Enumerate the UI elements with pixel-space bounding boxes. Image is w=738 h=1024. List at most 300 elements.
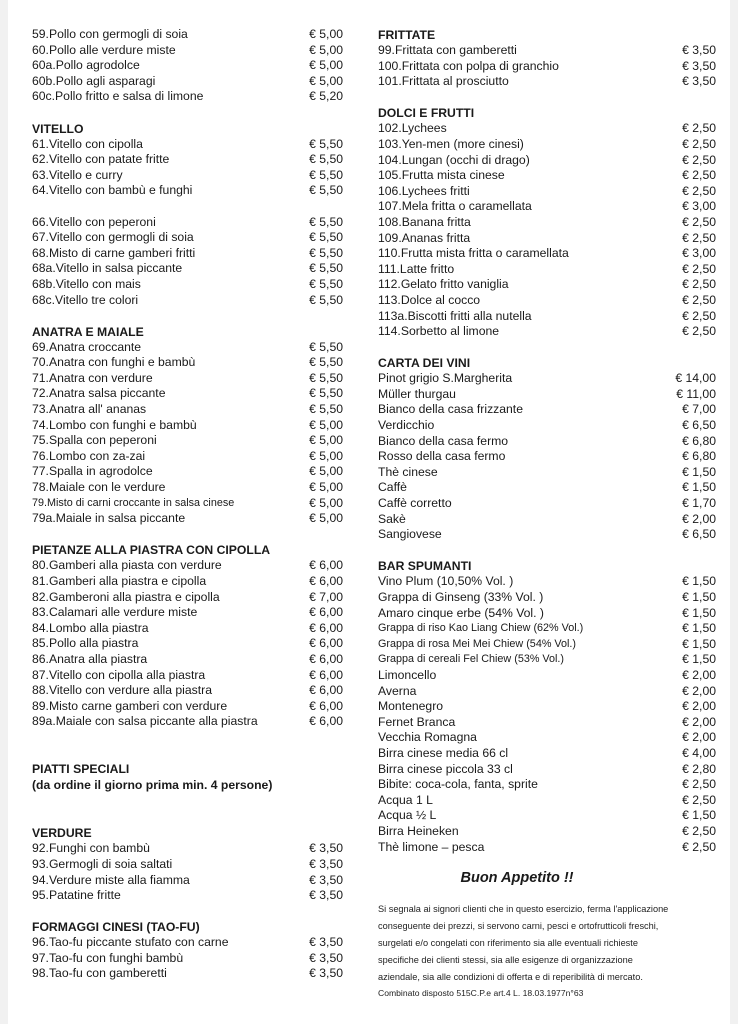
menu-item-name: 93.Germogli di soia saltati	[32, 856, 173, 871]
menu-item-name: 109.Ananas fritta	[378, 230, 471, 245]
menu-item-price: € 3,50	[309, 950, 343, 965]
menu-item-name: 108.Banana fritta	[378, 214, 471, 229]
menu-item-price: € 3,50	[682, 74, 716, 89]
menu-item-name: 60.Pollo alle verdure miste	[32, 42, 176, 57]
menu-item	[32, 464, 343, 480]
menu-item	[32, 277, 343, 293]
menu-item-price: € 6,50	[682, 527, 716, 542]
menu-item	[378, 496, 716, 512]
menu-item-price: € 5,50	[309, 230, 343, 245]
menu-item-name: 101.Frittata al prosciutto	[378, 74, 509, 89]
menu-item	[378, 465, 716, 481]
menu-item	[32, 293, 343, 309]
menu-item-name: 79.Misto di carni croccante in salsa cinese	[32, 496, 235, 509]
menu-item-name: 70.Anatra con funghi e bambù	[32, 355, 196, 370]
menu-item	[378, 199, 716, 215]
menu-item-name: 102.Lychees	[378, 121, 447, 136]
menu-item-name: 105.Frutta mista cinese	[378, 168, 505, 183]
menu-item-name: Birra cinese media 66 cl	[378, 745, 509, 760]
menu-item	[32, 230, 343, 246]
spacer	[378, 90, 716, 106]
menu-item-price: € 2,50	[682, 261, 716, 276]
menu-item	[378, 668, 716, 684]
menu-item-price: € 3,50	[309, 966, 343, 981]
menu-item	[378, 246, 716, 262]
menu-item-name: Limoncello	[378, 667, 437, 682]
menu-item	[378, 277, 716, 293]
menu-item-price: € 2,50	[682, 839, 716, 854]
menu-item-name: Pinot grigio S.Margherita	[378, 371, 513, 386]
menu-item-name: 106.Lychees fritti	[378, 183, 470, 198]
menu-item-price: € 6,00	[309, 558, 343, 573]
menu-item-name: 89.Misto carne gamberi con verdure	[32, 698, 228, 713]
menu-item-name: Amaro cinque erbe (54% Vol. )	[378, 605, 544, 620]
menu-item	[378, 387, 716, 403]
menu-item-name: 81.Gamberi alla piastra e cipolla	[32, 574, 207, 588]
menu-item-name: 88.Vitello con verdure alla piastra	[32, 683, 212, 698]
section-heading: PIATTI SPECIALI	[32, 762, 130, 777]
menu-item-name: 67.Vitello con germogli di soia	[32, 230, 194, 245]
menu-item-price: € 7,00	[682, 402, 716, 417]
menu-item	[378, 699, 716, 715]
menu-section-pollo	[32, 27, 343, 105]
menu-item-price: € 5,50	[309, 370, 343, 385]
menu-item-price: € 5,00	[309, 464, 343, 479]
menu-item	[32, 636, 343, 652]
notice-line: Si segnala ai signori clienti che in questo esercizio, ferma l'applicazione	[378, 904, 669, 915]
menu-item-name: 68.Misto di carne gamberi fritti	[32, 245, 196, 260]
notice-line: specifiche dei clienti stessi, sia alle esigenze di organizzazione	[378, 955, 633, 966]
menu-item-name: 78.Maiale con le verdure	[32, 480, 166, 495]
menu-item-name: 113a.Biscotti fritti alla nutella	[378, 308, 532, 323]
menu-item-name: 100.Frittata con polpa di granchio	[378, 58, 559, 73]
menu-item-name: 83.Calamari alle verdure miste	[32, 605, 198, 620]
menu-item-name: Averna	[378, 683, 417, 698]
menu-section-speciali	[32, 761, 343, 794]
menu-item	[378, 840, 716, 856]
menu-item-price: € 2,80	[682, 761, 716, 776]
menu-left-column	[32, 27, 343, 982]
menu-item	[32, 841, 343, 857]
menu-item	[378, 777, 716, 793]
menu-item	[378, 434, 716, 450]
menu-item	[378, 168, 716, 184]
menu-item	[378, 574, 716, 590]
menu-item-name: Thè cinese	[378, 464, 438, 479]
menu-item	[378, 59, 716, 75]
menu-item-price: € 5,50	[309, 386, 343, 401]
menu-item-price: € 2,50	[682, 324, 716, 339]
menu-item-price: € 1,50	[682, 574, 716, 589]
menu-item-price: € 5,20	[309, 89, 343, 104]
menu-item	[32, 888, 343, 904]
menu-item-name: Bianco della casa frizzante	[378, 402, 523, 417]
menu-item-name: Caffè	[378, 480, 407, 495]
section-heading: PIETANZE ALLA PIASTRA CON CIPOLLA	[32, 543, 271, 558]
menu-item	[32, 652, 343, 668]
buon-appetito-title: Buon Appetito !!	[460, 870, 574, 887]
menu-item	[378, 606, 716, 622]
menu-item-name: Montenegro	[378, 699, 444, 714]
menu-item	[32, 621, 343, 637]
menu-item-price: € 3,00	[682, 246, 716, 261]
section-subheading: (da ordine il giorno prima min. 4 persone)	[32, 778, 273, 793]
menu-item-name: 68c.Vitello tre colori	[32, 292, 139, 307]
menu-item-name: Birra cinese piccola 33 cl	[378, 761, 513, 776]
menu-item-price: € 6,00	[309, 667, 343, 682]
menu-item-name: Acqua ½ L	[378, 808, 437, 823]
legal-notice	[378, 901, 716, 986]
menu-item-price: € 4,00	[682, 745, 716, 760]
menu-item-name: 104.Lungan (occhi di drago)	[378, 152, 530, 167]
menu-item	[32, 511, 343, 527]
menu-item	[32, 966, 343, 982]
menu-item-name: Caffè corretto	[378, 496, 452, 511]
menu-item-name: 72.Anatra salsa piccante	[32, 386, 166, 401]
menu-item-name: Vino Plum (10,50% Vol. )	[378, 574, 514, 589]
menu-item	[32, 340, 343, 356]
spacer	[32, 904, 343, 920]
section-heading: DOLCI E FRUTTI	[378, 106, 475, 121]
notice-line: aziendale, sia alle condizioni di offerta e di reperibilità di mercato.	[378, 972, 643, 983]
menu-item-price: € 6,50	[682, 418, 716, 433]
spacer	[32, 730, 343, 746]
menu-item	[378, 231, 716, 247]
menu-item-price: € 5,00	[309, 73, 343, 88]
menu-item-price: € 5,50	[309, 339, 343, 354]
menu-item-price: € 2,50	[682, 277, 716, 292]
section-heading: CARTA DEI VINI	[378, 356, 471, 371]
menu-item	[378, 371, 716, 387]
menu-item	[378, 215, 716, 231]
menu-item-name: Grappa di cereali Fel Chiew (53% Vol.)	[378, 653, 565, 666]
menu-item-name: 68a.Vitello in salsa piccante	[32, 261, 183, 276]
menu-item	[32, 43, 343, 59]
menu-item-price: € 2,00	[682, 714, 716, 729]
menu-item	[32, 935, 343, 951]
menu-item	[32, 152, 343, 168]
menu-item	[378, 684, 716, 700]
menu-item-price: € 3,50	[682, 58, 716, 73]
menu-item-price: € 5,50	[309, 136, 343, 151]
menu-item-name: 85.Pollo alla piastra	[32, 636, 139, 651]
menu-item-name: Bibite: coca-cola, fanta, sprite	[378, 777, 538, 792]
spacer	[378, 543, 716, 559]
menu-item	[32, 857, 343, 873]
section-heading: BAR SPUMANTI	[378, 559, 472, 574]
menu-item-name: 94.Verdure miste alla fiamma	[32, 872, 190, 887]
menu-item-name: 75.Spalla con peperoni	[32, 433, 157, 448]
menu-item-name: Vecchia Romagna	[378, 730, 477, 745]
menu-item-price: € 5,00	[309, 417, 343, 432]
menu-item-price: € 6,00	[309, 651, 343, 666]
menu-item-price: € 6,00	[309, 714, 343, 729]
menu-item-price: € 5,50	[309, 261, 343, 276]
menu-item	[32, 574, 343, 590]
menu-item-price: € 1,50	[682, 621, 716, 636]
menu-item	[378, 324, 716, 340]
menu-item-name: 111.Latte fritto	[378, 261, 455, 276]
menu-item	[32, 558, 343, 574]
menu-item	[32, 246, 343, 262]
menu-item-price: € 5,50	[309, 292, 343, 307]
menu-item-price: € 6,00	[309, 574, 343, 588]
menu-item-name: 84.Lombo alla piastra	[32, 620, 149, 635]
menu-item-price: € 3,50	[309, 872, 343, 887]
menu-item-price: € 5,50	[309, 167, 343, 182]
section-heading: VITELLO	[32, 121, 84, 136]
menu-item-price: € 1,50	[682, 636, 716, 651]
menu-item-price: € 2,50	[682, 152, 716, 167]
menu-item-price: € 7,00	[309, 589, 343, 604]
section-heading: ANATRA E MAIALE	[32, 324, 144, 339]
menu-item	[378, 762, 716, 778]
spacer	[32, 308, 343, 324]
menu-item-price: € 2,50	[682, 168, 716, 183]
menu-item-name: 69.Anatra croccante	[32, 339, 142, 354]
spacer	[32, 810, 343, 826]
menu-item	[378, 402, 716, 418]
menu-item-price: € 3,50	[309, 935, 343, 950]
menu-item-price: € 2,50	[682, 230, 716, 245]
menu-item	[378, 746, 716, 762]
menu-item	[378, 715, 716, 731]
menu-section-anatra	[32, 324, 343, 527]
menu-item-price: € 1,50	[682, 605, 716, 620]
menu-item	[32, 951, 343, 967]
menu-item	[32, 873, 343, 889]
menu-item	[378, 43, 716, 59]
menu-item	[378, 74, 716, 90]
menu-item-price: € 2,50	[682, 308, 716, 323]
menu-item-price: € 5,00	[309, 511, 343, 526]
menu-item	[378, 527, 716, 543]
menu-item-price: € 3,50	[309, 841, 343, 856]
menu-item-price: € 14,00	[675, 371, 716, 386]
spacer	[32, 199, 343, 215]
menu-item-price: € 2,00	[682, 511, 716, 526]
menu-item-name: Bianco della casa fermo	[378, 433, 509, 448]
menu-item-price: € 2,50	[682, 121, 716, 136]
menu-item	[378, 153, 716, 169]
menu-item	[32, 496, 343, 512]
menu-item-price: € 5,50	[309, 355, 343, 370]
menu-item	[32, 58, 343, 74]
menu-item	[32, 168, 343, 184]
menu-section-frittate	[378, 27, 716, 90]
menu-item	[378, 293, 716, 309]
menu-item	[32, 386, 343, 402]
menu-item	[378, 184, 716, 200]
menu-item-price: € 5,50	[309, 276, 343, 291]
menu-item-name: 89a.Maiale con salsa piccante alla piastra	[32, 714, 258, 729]
menu-item	[378, 621, 716, 637]
menu-item	[32, 183, 343, 199]
menu-item-name: Sakè	[378, 511, 406, 526]
menu-item-price: € 6,80	[682, 449, 716, 464]
menu-item-name: 63.Vitello e curry	[32, 167, 123, 182]
menu-item-price: € 5,50	[309, 152, 343, 167]
menu-right-column	[378, 27, 716, 1000]
legal-reference: Combinato disposto 515C.P.e art.4 L. 18.03.1977n°63	[378, 988, 584, 999]
menu-item-name: 68b.Vitello con mais	[32, 276, 141, 291]
menu-item-name: Thè limone – pesca	[378, 839, 485, 854]
menu-item-price: € 5,00	[309, 448, 343, 463]
menu-item-price: € 2,00	[682, 699, 716, 714]
menu-section-verdure	[32, 825, 343, 903]
menu-item-name: 60a.Pollo agrodolce	[32, 58, 140, 73]
menu-item-price: € 2,50	[682, 823, 716, 838]
menu-item-price: € 6,00	[309, 636, 343, 651]
menu-item-name: 80.Gamberi alla piasta con verdure	[32, 558, 222, 573]
menu-item-name: Grappa di riso Kao Liang Chiew (62% Vol.)	[378, 622, 584, 635]
menu-section-taofu	[32, 919, 343, 982]
menu-item-price: € 3,50	[682, 43, 716, 57]
menu-item-price: € 3,50	[309, 856, 343, 871]
menu-item	[32, 449, 343, 465]
right-sections	[378, 27, 716, 855]
menu-item-price: € 1,50	[682, 808, 716, 823]
menu-item-price: € 1,50	[682, 480, 716, 495]
spacer	[32, 105, 343, 121]
menu-item-name: 60c.Pollo fritto e salsa di limone	[32, 89, 204, 104]
menu-item-name: Verdicchio	[378, 418, 435, 433]
menu-item-name: Sangiovese	[378, 527, 442, 542]
menu-item	[32, 89, 343, 105]
menu-item-price: € 1,50	[682, 464, 716, 479]
menu-item-name: 87.Vitello con cipolla alla piastra	[32, 667, 206, 682]
menu-item-name: 96.Tao-fu piccante stufato con carne	[32, 935, 229, 950]
menu-item	[32, 418, 343, 434]
spacer	[378, 340, 716, 356]
menu-item	[378, 637, 716, 653]
menu-item	[32, 714, 343, 730]
menu-item-name: 92.Funghi con bambù	[32, 841, 150, 856]
menu-item-price: € 6,00	[309, 698, 343, 713]
menu-item-name: Birra Heineken	[378, 823, 459, 838]
menu-item	[32, 683, 343, 699]
menu-item	[378, 512, 716, 528]
menu-item-name: Fernet Branca	[378, 714, 456, 729]
menu-item-name: 95.Patatine fritte	[32, 888, 121, 903]
menu-item-price: € 3,50	[309, 888, 343, 903]
menu-item-price: € 5,50	[309, 245, 343, 260]
menu-item-name: 64.Vitello con bambù e funghi	[32, 183, 193, 198]
menu-item-price: € 2,50	[682, 136, 716, 151]
page-edge-right	[730, 0, 738, 1024]
menu-item	[378, 652, 716, 668]
menu-item-price: € 5,50	[309, 183, 343, 198]
menu-item-price: € 2,50	[682, 792, 716, 807]
menu-item-price: € 11,00	[676, 386, 716, 401]
menu-item-name: 74.Lombo con funghi e bambù	[32, 417, 197, 432]
menu-item-price: € 2,50	[682, 777, 716, 792]
menu-item	[378, 449, 716, 465]
menu-item-price: € 5,00	[309, 27, 343, 41]
menu-section-piastra	[32, 542, 343, 730]
menu-item	[32, 261, 343, 277]
menu-item-name: Müller thurgau	[378, 386, 456, 401]
menu-item-name: 113.Dolce al cocco	[378, 292, 481, 307]
menu-item	[32, 433, 343, 449]
menu-item-price: € 2,50	[682, 183, 716, 198]
spacer	[32, 794, 343, 810]
menu-item-price: € 2,50	[682, 292, 716, 307]
spacer	[32, 746, 343, 762]
section-heading: VERDURE	[32, 826, 92, 841]
menu-item-price: € 1,50	[682, 590, 716, 604]
menu-item-price: € 5,00	[309, 42, 343, 57]
menu-item	[378, 309, 716, 325]
menu-item-name: 79a.Maiale in salsa piccante	[32, 511, 186, 526]
menu-section-vitello	[32, 121, 343, 309]
menu-item-price: € 5,00	[309, 480, 343, 495]
menu-item	[378, 824, 716, 840]
menu-item-price: € 6,80	[682, 433, 716, 448]
menu-item-name: 73.Anatra all' ananas	[32, 402, 147, 417]
menu-item	[32, 668, 343, 684]
menu-item-name: 114.Sorbetto al limone	[378, 324, 500, 339]
spacer	[32, 527, 343, 543]
menu-item-price: € 5,00	[309, 58, 343, 73]
menu-item-name: 99.Frittata con gamberetti	[378, 43, 517, 57]
menu-item	[378, 418, 716, 434]
menu-item-name: Rosso della casa fermo	[378, 449, 506, 464]
menu-item-price: € 3,00	[682, 199, 716, 214]
page-edge-left	[0, 0, 8, 1024]
menu-item	[32, 699, 343, 715]
menu-item-price: € 2,00	[682, 683, 716, 698]
menu-item-price: € 5,00	[309, 495, 343, 510]
menu-item-name: 103.Yen-men (more cinesi)	[378, 136, 524, 151]
menu-item-name: 66.Vitello con peperoni	[32, 214, 156, 229]
menu-item-name: Grappa di Ginseng (33% Vol. )	[378, 590, 544, 604]
menu-item	[378, 121, 716, 137]
menu-item-price: € 1,70	[682, 496, 716, 511]
menu-item	[378, 590, 716, 606]
menu-item	[32, 371, 343, 387]
menu-item-price: € 5,00	[309, 433, 343, 448]
section-heading: FORMAGGI CINESI (TAO-FU)	[32, 920, 200, 935]
menu-item-name: 71.Anatra con verdure	[32, 370, 153, 385]
menu-item-price: € 1,50	[682, 652, 716, 667]
notice-line: surgelati e/o congelati con riferimento sia alle eventuali richieste	[378, 938, 638, 949]
menu-item	[32, 605, 343, 621]
menu-item-name: 59.Pollo con germogli di soia	[32, 27, 188, 41]
menu-item-name: 60b.Pollo agli asparagi	[32, 73, 156, 88]
menu-item-name: 86.Anatra alla piastra	[32, 651, 148, 666]
menu-item-name: Grappa di rosa Mei Mei Chiew (54% Vol.)	[378, 637, 577, 650]
menu-item	[32, 590, 343, 606]
notice-line: conseguente dei prezzi, si servono carni, pesci e ortofrutticoli freschi,	[378, 921, 659, 932]
section-heading: FRITTATE	[378, 28, 436, 42]
menu-item	[378, 730, 716, 746]
menu-item-name: 62.Vitello con patate fritte	[32, 152, 170, 167]
menu-item-price: € 5,50	[309, 214, 343, 229]
menu-item-name: 76.Lombo con za-zai	[32, 448, 146, 463]
menu-item-price: € 6,00	[309, 683, 343, 698]
menu-item-name: 112.Gelato fritto vaniglia	[378, 277, 509, 292]
menu-item	[32, 402, 343, 418]
menu-item	[378, 137, 716, 153]
menu-item-name: Acqua 1 L	[378, 792, 433, 807]
menu-item	[32, 355, 343, 371]
menu-item	[32, 137, 343, 153]
menu-item-name: 77.Spalla in agrodolce	[32, 464, 153, 479]
menu-item	[378, 262, 716, 278]
menu-item-name: 61.Vitello con cipolla	[32, 136, 143, 151]
menu-section-dolci	[378, 105, 716, 339]
